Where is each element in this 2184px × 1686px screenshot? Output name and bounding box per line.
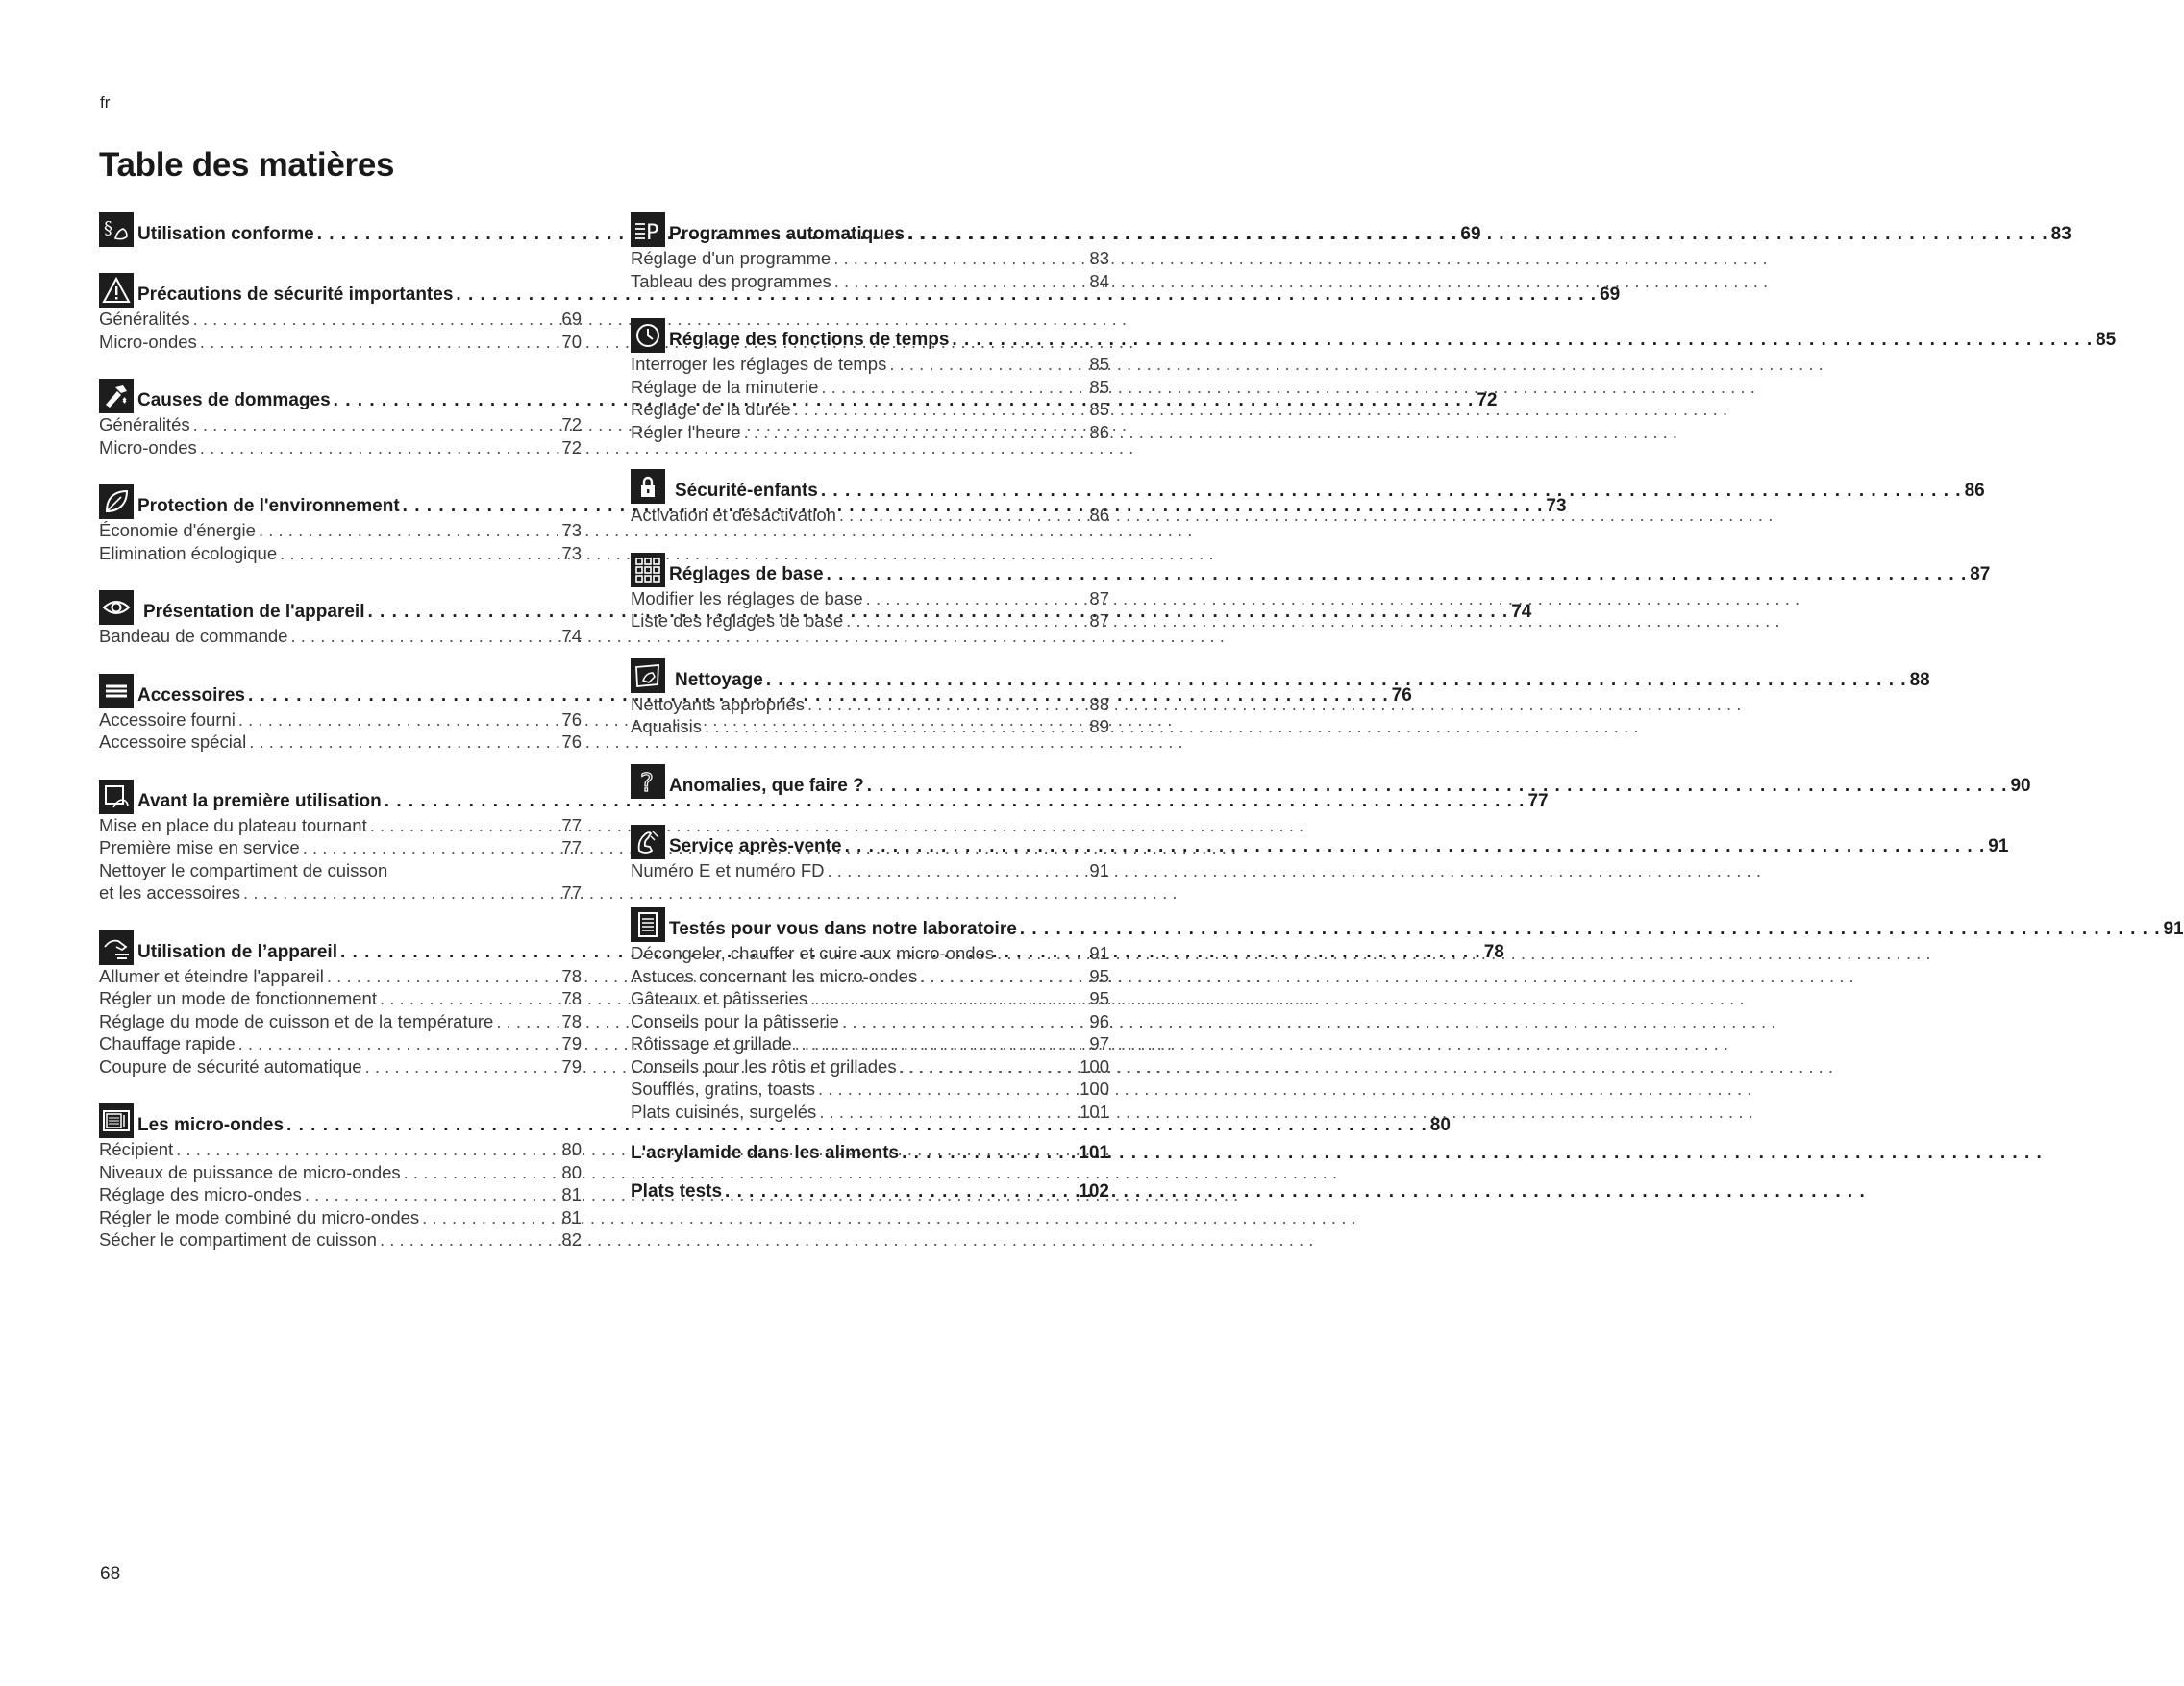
toc-entry-page: 80	[561, 1139, 582, 1159]
toc-entry-page: 77	[561, 837, 582, 857]
toc-entry[interactable]	[99, 731, 582, 754]
dot-leader	[327, 965, 559, 988]
toc-entry-label: Régler l'heure	[631, 421, 741, 442]
section-hand-icon	[99, 212, 134, 247]
toc-entry-page: 77	[561, 882, 582, 903]
toc-section-heading	[631, 902, 2184, 942]
toc-entry-page: 77	[561, 814, 582, 835]
toc-entry-continued[interactable]: Nettoyer le compartiment de cuisson	[99, 859, 388, 880]
dot-leader	[725, 1181, 1076, 1203]
toc-entry[interactable]	[631, 1010, 1109, 1033]
dot-leader	[810, 987, 1086, 1010]
toc-entry-page: 73	[561, 542, 582, 563]
toc-entry[interactable]	[631, 398, 1109, 421]
toc-entry[interactable]	[631, 587, 1109, 610]
toc-entry-page: 85	[1089, 354, 1109, 374]
toc-entry-label: Accessoire fourni	[99, 708, 236, 730]
toc-entry-page: 78	[561, 1010, 582, 1031]
toc-entry[interactable]	[99, 814, 582, 837]
toc-entry-label: Micro-ondes	[99, 436, 197, 458]
dot-leader	[370, 814, 559, 837]
toc-entry[interactable]	[631, 353, 1109, 376]
toc-entry-label: Réglage de la minuterie	[631, 376, 819, 397]
toc-heading-entry-page: 73	[1546, 496, 1567, 516]
toc-entry-label: Plats cuisinés, surgelés	[631, 1101, 817, 1122]
toc-entry-label: et les accessoires	[99, 882, 241, 903]
dot-leader	[819, 1101, 1077, 1124]
toc-heading-entry-page: 101	[1079, 1143, 1109, 1163]
dot-leader	[839, 504, 1087, 527]
toc-heading-entry-label: Causes de dommages	[137, 390, 331, 410]
toc-entry-label: Interroger les réglages de temps	[631, 354, 887, 374]
toc-entry-page: 91	[1089, 943, 1109, 963]
toc-heading-entry-page: 76	[1391, 684, 1412, 706]
toc-entry-label: Économie d'énergie	[99, 520, 256, 540]
dot-leader	[907, 224, 2048, 245]
toc-entry[interactable]	[99, 1032, 582, 1055]
toc-section-heading	[631, 819, 2009, 859]
toc-entry-page: 100	[1080, 1079, 1109, 1099]
dot-leader	[997, 942, 1086, 965]
svg-text:?: ?	[640, 768, 654, 798]
dot-leader	[280, 542, 558, 565]
toc-entry-label: Généralités	[99, 309, 190, 329]
toc-entry-label: Conseils pour la pâtisserie	[631, 1010, 839, 1031]
toc-entry-page: 91	[1089, 859, 1109, 880]
question-icon	[631, 764, 665, 799]
toc-entry-label: Sécher le compartiment de cuisson	[99, 1229, 377, 1250]
toc-section-heading	[631, 653, 1930, 693]
dot-leader	[866, 587, 1087, 610]
toc-heading-entry[interactable]	[669, 776, 2031, 799]
page-number: 68	[100, 1564, 121, 1584]
dot-leader	[303, 836, 559, 859]
toc-entry-page: 73	[561, 520, 582, 540]
dot-leader	[821, 481, 1962, 502]
toc-entry-page: 70	[561, 331, 582, 352]
toc-entry-page: 76	[561, 731, 582, 752]
toc-entry-label: Première mise en service	[99, 837, 300, 857]
toc-entry-label: Réglage des micro-ondes	[99, 1184, 302, 1204]
toc-entry-page: 86	[1089, 421, 1109, 442]
toc-entry-label: Décongeler, chauffer et cuire aux micro-ondes	[631, 943, 995, 963]
toc-entry-page: 76	[561, 708, 582, 730]
toc-heading-entry-page: 85	[2096, 330, 2117, 350]
toc-entry-label: Coupure de sécurité automatique	[99, 1055, 362, 1077]
dot-leader	[827, 564, 1968, 585]
toc-entry[interactable]	[99, 413, 582, 436]
toc-heading-entry-label: Plats tests	[631, 1181, 723, 1202]
toc-section	[631, 819, 2009, 882]
toc-heading-entry-label: Programmes automatiques	[669, 224, 905, 244]
toc-heading-entry-label: Service après-vente	[669, 835, 842, 856]
toc-entry-page: 84	[1089, 270, 1109, 291]
toc-entry-page: 78	[561, 965, 582, 986]
dot-leader	[290, 625, 558, 648]
dot-leader	[200, 436, 559, 459]
dot-leader	[238, 1032, 559, 1055]
toc-entry-page: 97	[1089, 1033, 1109, 1054]
document-tested-icon	[631, 907, 665, 942]
toc-entry-page: 78	[561, 988, 582, 1008]
toc-entry-label: Soufflés, gratins, toasts	[631, 1079, 815, 1099]
toc-heading-entry-page: 83	[2050, 224, 2072, 244]
dot-leader	[834, 270, 1087, 293]
toc-heading-entry-page: 69	[1600, 285, 1621, 305]
toc-entry-label: Réglage du mode de cuisson et de la température	[99, 1010, 494, 1031]
dot-leader	[243, 881, 558, 905]
hand-operation-icon	[99, 930, 134, 965]
toc-entry[interactable]	[631, 609, 1109, 632]
toc-entry-label: Niveaux de puissance de micro-ondes	[99, 1161, 401, 1182]
toc-entry-page: 96	[1089, 1010, 1109, 1031]
clock-icon	[631, 318, 665, 353]
page-title: Table des matières	[99, 146, 395, 184]
svg-text:§: §	[104, 218, 112, 238]
toc-entry-page: 87	[1089, 610, 1109, 631]
dot-leader	[422, 1206, 558, 1229]
toc-entry[interactable]	[99, 1055, 582, 1079]
dot-leader	[818, 1078, 1077, 1101]
toc-entry-label: Liste des réglages de base	[631, 610, 844, 631]
dot-leader	[1020, 919, 2161, 940]
eye-icon	[99, 590, 134, 625]
dot-leader	[795, 1032, 1087, 1055]
toc-heading-entry-page: 74	[1511, 602, 1532, 622]
toc-entry[interactable]	[631, 942, 1109, 965]
toc-section	[631, 758, 2031, 799]
dot-leader	[833, 247, 1086, 270]
toc-heading-entry-page: 91	[2163, 919, 2184, 939]
dot-leader	[821, 376, 1086, 399]
toc-entry-label: Réglage d'un programme	[631, 248, 831, 268]
dot-leader	[952, 330, 2093, 351]
dot-leader	[902, 1143, 1076, 1164]
toc-entry-label: Réglage de la durée	[631, 399, 791, 419]
dot-leader	[842, 1010, 1086, 1033]
toc-heading-entry-label: Anomalies, que faire ?	[669, 775, 864, 796]
toc-heading-entry-page: 91	[1988, 835, 2009, 856]
toc-entry[interactable]	[99, 708, 582, 731]
toc-heading-entry-page: 86	[1964, 481, 1985, 501]
toc-heading-entry-label: Nettoyage	[675, 669, 763, 690]
toc-heading-entry-label: Utilisation conforme	[137, 224, 314, 244]
toc-entry-page: 80	[561, 1161, 582, 1182]
toc-entry[interactable]	[99, 519, 582, 542]
toc-section-heading	[631, 547, 1991, 587]
dot-leader	[249, 731, 558, 754]
toc-heading-entry-label: Protection de l'environnement	[137, 496, 400, 516]
toc-heading-entry[interactable]	[675, 670, 1930, 693]
toc-entry[interactable]	[99, 1228, 582, 1252]
toc-entry[interactable]	[99, 308, 582, 331]
toc-entry[interactable]	[99, 331, 582, 354]
dot-leader	[404, 1161, 559, 1184]
toc-entry-label: Bandeau de commande	[99, 626, 288, 646]
dot-leader	[305, 1183, 559, 1206]
toc-entry-label: Généralités	[99, 414, 190, 434]
dot-leader	[744, 421, 1087, 444]
toc-entry[interactable]	[99, 1206, 582, 1229]
toc-entry[interactable]	[99, 542, 582, 565]
toc-heading-entry-label: Utilisation de l’appareil	[137, 941, 337, 962]
toc-heading-entry-label: L'acrylamide dans les aliments	[631, 1143, 900, 1163]
dot-leader	[176, 1138, 558, 1161]
toc-entry-label: Elimination écologique	[99, 542, 278, 563]
toc-entry-page: 69	[561, 309, 582, 329]
toc-plain-heading	[631, 1181, 1109, 1204]
toc-entry-label: Nettoyants appropriés	[631, 693, 805, 714]
toc-entry-page: 81	[561, 1184, 582, 1204]
lock-icon	[631, 469, 665, 504]
dot-leader	[193, 413, 559, 436]
toc-entry-label: Rôtissage et grillade	[631, 1033, 792, 1054]
toc-heading-entry[interactable]	[669, 564, 1990, 587]
toc-entry[interactable]	[631, 504, 1109, 527]
toc-entry[interactable]	[631, 1055, 1109, 1079]
toc-heading-entry-page: 90	[2010, 775, 2031, 796]
toc-entry[interactable]	[99, 1161, 582, 1184]
toc-entry-page: 86	[1089, 505, 1109, 525]
toc-entry[interactable]	[99, 881, 582, 905]
toc-heading-entry-label: Avant la première utilisation	[137, 790, 382, 811]
program-p-icon	[631, 212, 665, 247]
hammer-damage-icon	[99, 379, 134, 413]
toc-heading-entry-page: 88	[1909, 669, 1930, 690]
toc-entry[interactable]	[99, 987, 582, 1010]
dot-leader	[259, 519, 558, 542]
toc-entry[interactable]	[631, 715, 1109, 738]
toc-entry-page: 72	[561, 414, 582, 434]
dot-leader	[200, 331, 559, 354]
toc-entry[interactable]	[631, 376, 1109, 399]
toc-heading-entry-page: 77	[1527, 790, 1549, 811]
toc-entry-label: Accessoire spécial	[99, 731, 247, 752]
toc-entry[interactable]	[99, 1138, 582, 1161]
toc-entry-page: 79	[561, 1033, 582, 1054]
toc-heading-entry-label: Testés pour vous dans notre laboratoire	[669, 919, 1017, 939]
toc-entry-label: Chauffage rapide	[99, 1033, 236, 1054]
toc-entry-label: Activation et désactivation	[631, 505, 836, 525]
dot-leader	[867, 776, 2008, 797]
toc-entry[interactable]	[631, 1101, 1109, 1124]
dot-leader	[828, 859, 1087, 882]
toc-entry[interactable]	[99, 625, 582, 648]
toc-entry-label: Aqualisis	[631, 716, 703, 736]
toc-entry[interactable]	[631, 270, 1109, 293]
toc-entry-label: Gâteaux et pâtisseries	[631, 988, 808, 1008]
toc-heading-entry[interactable]	[669, 224, 2072, 247]
dot-leader	[900, 1055, 1078, 1079]
dot-leader	[807, 693, 1086, 716]
toc-heading-entry[interactable]	[669, 330, 2116, 353]
toc-heading-entry-label: Réglages de base	[669, 563, 824, 584]
toc-entry-page: 83	[1089, 248, 1109, 268]
toc-heading-entry-label: Sécurité-enfants	[675, 481, 818, 501]
toc-heading-entry-label: Précautions de sécurité importantes	[137, 285, 454, 305]
dot-leader	[365, 1055, 559, 1079]
toc-heading-entry[interactable]	[675, 481, 1985, 504]
toc-entry-page: 79	[561, 1055, 582, 1077]
toc-entry[interactable]	[99, 1183, 582, 1206]
toc-plain-heading	[631, 1143, 1109, 1166]
dot-leader	[496, 1010, 558, 1033]
warning-triangle-icon	[99, 273, 134, 308]
toc-entry[interactable]	[631, 987, 1109, 1010]
toc-heading-entry[interactable]	[669, 836, 2008, 859]
accessories-icon	[99, 674, 134, 708]
toc-entry-label: Conseils pour les rôtis et grillades	[631, 1055, 897, 1077]
cleaning-icon	[631, 658, 665, 693]
toc-entry-label: Numéro E et numéro FD	[631, 859, 825, 880]
toc-heading-entry[interactable]	[669, 919, 2184, 942]
toc-entry[interactable]	[99, 836, 582, 859]
toc-heading-entry-page: 69	[1460, 224, 1481, 244]
toc-entry-page: 101	[1080, 1101, 1109, 1122]
dot-leader	[794, 398, 1087, 421]
toc-entry-label: Régler le mode combiné du micro-ondes	[99, 1206, 420, 1227]
toc-entry-page: 88	[1089, 693, 1109, 714]
toc-heading-entry-page: 102	[1079, 1181, 1109, 1202]
toc-entry-page: 81	[561, 1206, 582, 1227]
toc-heading-entry[interactable]	[631, 1143, 1109, 1166]
toc-entry[interactable]	[631, 1078, 1109, 1101]
toc-heading-entry-page: 80	[1429, 1115, 1451, 1135]
toc-section-heading	[631, 463, 1985, 504]
toc-heading-entry-page: 72	[1477, 390, 1498, 410]
toc-entry-page: 87	[1089, 587, 1109, 608]
first-use-icon	[99, 780, 134, 814]
dot-leader	[238, 708, 559, 731]
dot-leader	[846, 609, 1086, 632]
toc-heading-entry-page: 78	[1483, 941, 1504, 962]
toc-entry[interactable]	[631, 859, 1109, 882]
toc-entry-page: 74	[561, 626, 582, 646]
toc-entry-label: Astuces concernant les micro-ondes	[631, 965, 918, 986]
grid-settings-icon	[631, 553, 665, 587]
dot-leader	[766, 670, 1907, 691]
phone-service-icon	[631, 825, 665, 859]
toc-entry-page: 72	[561, 436, 582, 458]
toc-entry[interactable]	[631, 1032, 1109, 1055]
dot-leader	[193, 308, 559, 331]
toc-entry[interactable]	[631, 247, 1109, 270]
toc-entry-label: Micro-ondes	[99, 331, 197, 352]
toc-entry-page: 95	[1089, 988, 1109, 1008]
microwave-icon	[99, 1103, 134, 1138]
toc-heading-entry-page: 87	[1970, 563, 1991, 584]
toc-entry[interactable]	[631, 965, 1109, 988]
toc-entry[interactable]	[99, 1010, 582, 1033]
toc-heading-entry-label: Réglage des fonctions de temps	[669, 330, 950, 350]
toc-entry[interactable]	[631, 421, 1109, 444]
toc-entry-page: 85	[1089, 399, 1109, 419]
toc-entry-label: Mise en place du plateau tournant	[99, 814, 367, 835]
toc-entry-page: 82	[561, 1229, 582, 1250]
toc-entry[interactable]	[631, 693, 1109, 716]
dot-leader	[380, 987, 558, 1010]
toc-entry-page: 95	[1089, 965, 1109, 986]
toc-entry-label: Régler un mode de fonctionnement	[99, 988, 377, 1008]
dot-leader	[889, 353, 1086, 376]
svg-text:P: P	[646, 221, 659, 245]
toc-entry-label: Tableau des programmes	[631, 270, 831, 291]
toc-section-heading	[631, 312, 2117, 353]
toc-heading-entry-label: Les micro-ondes	[137, 1115, 285, 1135]
language-code: fr	[100, 93, 111, 112]
toc-section-heading	[631, 758, 2031, 799]
dot-leader	[380, 1228, 558, 1252]
toc-entry-page: 89	[1089, 716, 1109, 736]
dot-leader	[845, 836, 1986, 857]
toc-entry-label: Récipient	[99, 1139, 174, 1159]
dot-leader	[705, 715, 1086, 738]
toc-entry-label: Allumer et éteindre l'appareil	[99, 965, 324, 986]
dot-leader	[920, 965, 1086, 988]
leaf-icon	[99, 484, 134, 519]
toc-entry-page: 85	[1089, 376, 1109, 397]
toc-entry-label: Modifier les réglages de base	[631, 587, 863, 608]
toc-heading-entry-label: Accessoires	[137, 684, 245, 706]
toc-entry[interactable]	[99, 965, 582, 988]
toc-heading-entry[interactable]	[631, 1181, 1109, 1204]
toc-heading-entry-label: Présentation de l'appareil	[143, 602, 365, 622]
toc-entry[interactable]	[99, 436, 582, 459]
toc-entry-page: 100	[1080, 1055, 1109, 1077]
